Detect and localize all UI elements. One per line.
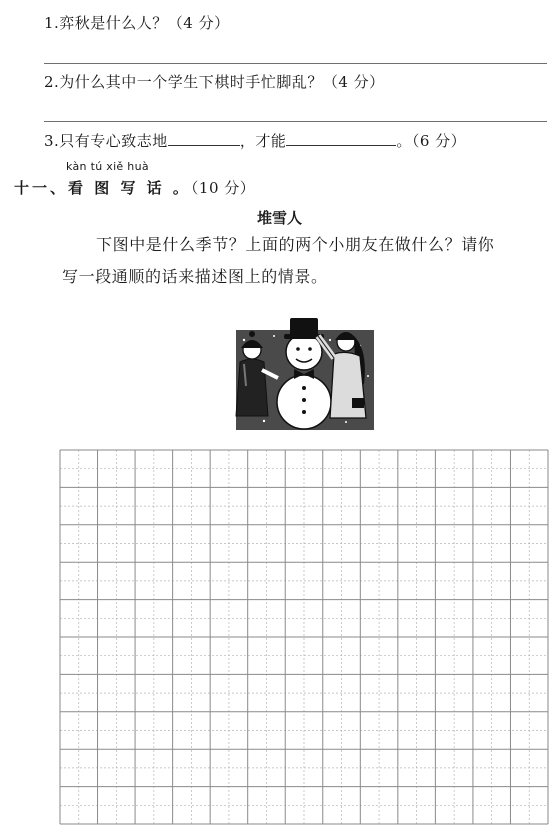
question-3-after: 。（6 分） [396,132,467,150]
section-pinyin: kàn tú xiě huà [66,160,149,173]
section-title: 看 图 写 话 。 [68,179,191,197]
question-3-middle: ，才能 [239,132,287,150]
fill-blank-1[interactable] [168,131,240,146]
composition-title: 堆雪人 [256,209,302,227]
question-3-before: 3.只有专心致志地 [44,132,168,150]
section-score: （10 分） [190,179,256,197]
answer-line-1[interactable] [44,63,547,64]
section-number: 十一、 [14,179,69,197]
question-3 [44,130,466,151]
question-1-text: 1.弈秋是什么人？（4 分） [44,14,230,32]
answer-line-2[interactable] [44,121,547,122]
section-heading [14,177,255,198]
fill-blank-2[interactable] [286,131,396,146]
question-1 [44,12,230,33]
snowman-illustration [234,306,376,430]
prompt-line-2: 写一段通顺的话来描述图上的情景。 [62,267,328,286]
question-2 [44,71,385,92]
question-2-text: 2.为什么其中一个学生下棋时手忙脚乱？（4 分） [44,73,385,91]
prompt-line-1: 下图中是什么季节？上面的两个小朋友在做什么？请你 [96,235,495,254]
